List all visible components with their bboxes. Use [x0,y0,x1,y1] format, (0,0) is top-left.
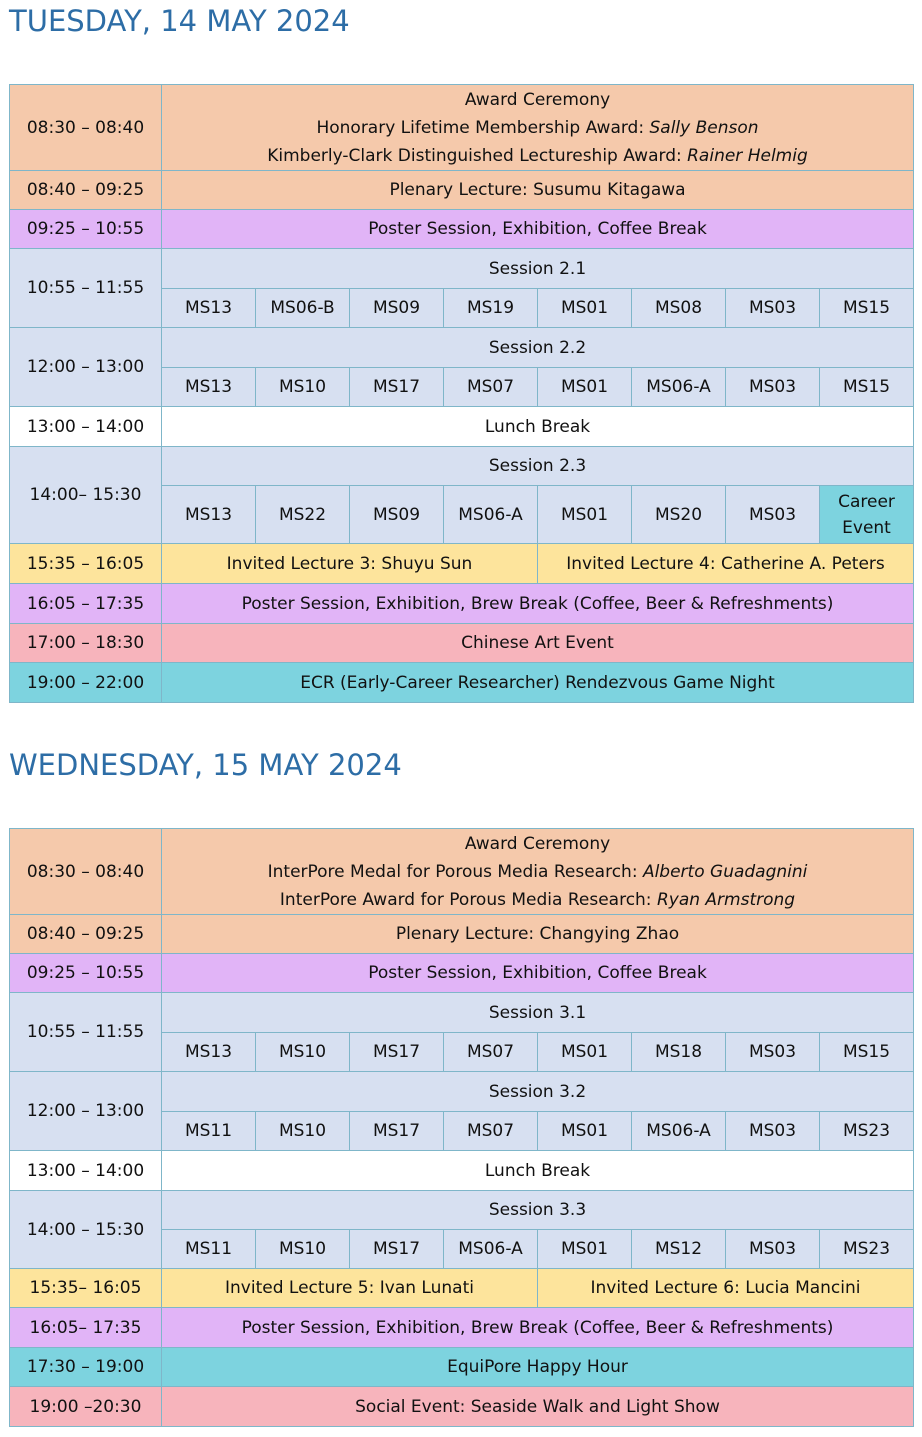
time-cell: 19:00 – 22:00 [10,663,162,703]
award-cell [162,829,914,915]
award-row [10,85,914,171]
room-cell: MS10 [256,1033,350,1072]
invited-cell: Invited Lecture 6: Lucia Mancini [538,1269,914,1308]
event-cell: Social Event: Seaside Walk and Light Show [162,1387,914,1427]
brew-row [10,584,914,624]
room-cell: MS15 [820,1033,914,1072]
room-cell: MS07 [444,1033,538,1072]
award-title: Award Ceremony [464,89,611,110]
time-cell: 16:05 – 17:35 [10,584,162,624]
session-row [10,1191,914,1230]
session-title: Session 2.2 [162,328,914,368]
plenary-cell: Plenary Lecture: Changying Zhao [162,915,914,954]
room-cell: MS13 [162,289,256,328]
room-cell: MS13 [162,1033,256,1072]
plenary-cell: Plenary Lecture: Susumu Kitagawa [162,171,914,210]
room-cell: MS17 [350,1230,444,1269]
room-cell: MS11 [162,1230,256,1269]
room-cell: MS06-B [256,289,350,328]
career-event-cell: Career Event [820,486,914,544]
time-cell: 08:30 – 08:40 [10,85,162,171]
room-cell: MS23 [820,1112,914,1151]
room-cell: MS01 [538,1112,632,1151]
lunch-row [10,407,914,447]
award-cell [162,85,914,171]
award-title: Award Ceremony [464,833,611,854]
event-cell: EquiPore Happy Hour [162,1348,914,1387]
room-cell: MS01 [538,368,632,407]
time-cell: 13:00 – 14:00 [10,1151,162,1191]
time-cell: 12:00 – 13:00 [10,1072,162,1151]
time-cell: 14:00 – 15:30 [10,1191,162,1269]
lunch-row [10,1151,914,1191]
room-cell: MS07 [444,368,538,407]
lunch-cell: Lunch Break [162,407,914,447]
time-cell: 17:00 – 18:30 [10,624,162,663]
room-cell: MS10 [256,1230,350,1269]
event-cell: ECR (Early-Career Researcher) Rendezvous Game Night [162,663,914,703]
room-cell: MS12 [632,1230,726,1269]
time-cell: 08:40 – 09:25 [10,171,162,210]
session-title: Session 2.1 [162,249,914,289]
time-cell: 15:35– 16:05 [10,1269,162,1308]
room-cell: MS23 [820,1230,914,1269]
room-cell: MS17 [350,368,444,407]
award-line: InterPore Medal for Porous Media Research: Alberto Guadagnini [267,861,808,882]
room-cell: MS06-A [444,1230,538,1269]
room-cell: MS19 [444,289,538,328]
event-row [10,1348,914,1387]
poster-cell: Poster Session, Exhibition, Coffee Break [162,954,914,993]
plenary-row [10,915,914,954]
time-cell: 13:00 – 14:00 [10,407,162,447]
time-cell: 10:55 – 11:55 [10,993,162,1072]
time-cell: 15:35 – 16:05 [10,544,162,584]
room-cell: MS09 [350,486,444,544]
award-line: Kimberly-Clark Distinguished Lectureship Award: Rainer Helmig [267,145,808,166]
room-cell: MS01 [538,486,632,544]
room-cell: MS07 [444,1112,538,1151]
award-line: InterPore Award for Porous Media Research: Ryan Armstrong [279,889,796,910]
schedule-table [9,828,914,1427]
brew-row [10,1308,914,1348]
room-cell: MS10 [256,1112,350,1151]
day-title: WEDNESDAY, 15 MAY 2024 [9,748,402,782]
session-title: Session 3.1 [162,993,914,1033]
room-cell: MS08 [632,289,726,328]
room-cell: MS03 [726,368,820,407]
poster-row [10,954,914,993]
room-cell: MS15 [820,368,914,407]
room-cell: MS03 [726,1112,820,1151]
room-cell: MS17 [350,1112,444,1151]
room-cell: MS01 [538,1230,632,1269]
room-cell: MS10 [256,368,350,407]
session-title: Session 3.3 [162,1191,914,1230]
room-cell: MS06-A [444,486,538,544]
award-row [10,829,914,915]
event-cell: Chinese Art Event [162,624,914,663]
room-cell: MS13 [162,486,256,544]
event-row [10,624,914,663]
invited-cell: Invited Lecture 3: Shuyu Sun [162,544,538,584]
room-cell: MS03 [726,1230,820,1269]
room-cell: MS03 [726,289,820,328]
day-title: TUESDAY, 14 MAY 2024 [9,4,350,38]
room-cell: MS06-A [632,368,726,407]
room-cell: MS03 [726,1033,820,1072]
time-cell: 19:00 –20:30 [10,1387,162,1427]
poster-cell: Poster Session, Exhibition, Coffee Break [162,210,914,249]
time-cell: 16:05– 17:35 [10,1308,162,1348]
room-cell: MS18 [632,1033,726,1072]
brew-cell: Poster Session, Exhibition, Brew Break (Coffee, Beer & Refreshments) [162,1308,914,1348]
room-cell: MS22 [256,486,350,544]
brew-cell: Poster Session, Exhibition, Brew Break (Coffee, Beer & Refreshments) [162,584,914,624]
room-cell: MS13 [162,368,256,407]
plenary-row [10,171,914,210]
time-cell: 08:30 – 08:40 [10,829,162,915]
time-cell: 12:00 – 13:00 [10,328,162,407]
time-cell: 10:55 – 11:55 [10,249,162,328]
room-cell: MS17 [350,1033,444,1072]
event-row [10,663,914,703]
schedule-table [9,84,914,703]
invited-row [10,544,914,584]
room-cell: MS20 [632,486,726,544]
session-row [10,447,914,486]
time-cell: 08:40 – 09:25 [10,915,162,954]
session-row [10,1072,914,1112]
award-line: Honorary Lifetime Membership Award: Sally Benson [316,117,759,138]
invited-row [10,1269,914,1308]
room-cell: MS01 [538,1033,632,1072]
room-cell: MS06-A [632,1112,726,1151]
room-cell: MS11 [162,1112,256,1151]
time-cell: 17:30 – 19:00 [10,1348,162,1387]
poster-row [10,210,914,249]
session-row [10,328,914,368]
room-cell: MS09 [350,289,444,328]
room-cell: MS03 [726,486,820,544]
event-row [10,1387,914,1427]
invited-cell: Invited Lecture 5: Ivan Lunati [162,1269,538,1308]
session-row [10,249,914,289]
invited-cell: Invited Lecture 4: Catherine A. Peters [538,544,914,584]
session-row [10,993,914,1033]
lunch-cell: Lunch Break [162,1151,914,1191]
session-title: Session 3.2 [162,1072,914,1112]
session-title: Session 2.3 [162,447,914,486]
time-cell: 09:25 – 10:55 [10,954,162,993]
room-cell: MS01 [538,289,632,328]
room-cell: MS15 [820,289,914,328]
time-cell: 14:00– 15:30 [10,447,162,544]
time-cell: 09:25 – 10:55 [10,210,162,249]
